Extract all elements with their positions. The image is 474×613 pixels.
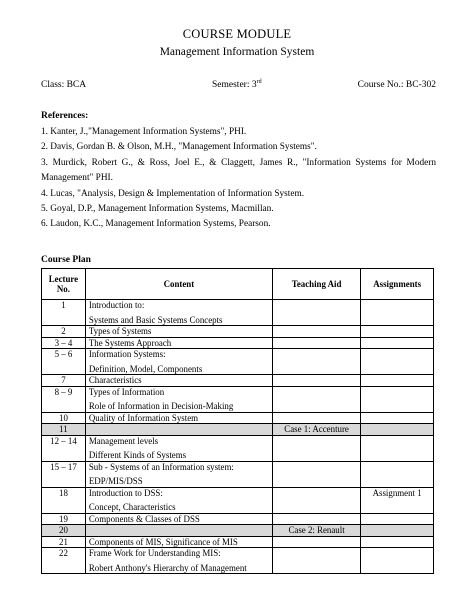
teaching-aid-cell bbox=[272, 461, 360, 487]
teaching-aid-cell bbox=[272, 386, 360, 412]
lecture-number-cell: 20 bbox=[42, 525, 86, 537]
reference-item: 5. Goyal, D.P., Management Information Systems, Macmillan. bbox=[41, 204, 274, 215]
lecture-number-cell: 15 – 17 bbox=[42, 461, 86, 487]
lecture-number-cell: 2 bbox=[42, 326, 86, 338]
lecture-column-header: Lecture No. bbox=[42, 269, 86, 300]
content-line: Different Kinds of Systems bbox=[88, 450, 187, 460]
content-cell bbox=[85, 412, 272, 424]
teaching-aid-cell: Case 2: Renault bbox=[272, 525, 360, 537]
content-line: Types of Information bbox=[88, 386, 165, 397]
assignment-cell bbox=[361, 375, 434, 387]
course-number: Course No.: BC-302 bbox=[357, 80, 436, 90]
assignment-cell bbox=[361, 337, 434, 349]
content-cell bbox=[85, 461, 272, 487]
teaching-aid-cell bbox=[272, 412, 360, 424]
table-row bbox=[42, 513, 434, 525]
table-row bbox=[42, 461, 434, 487]
reference-item: 1. Kanter, J.,"Management Information Systems", PHI. bbox=[41, 127, 247, 137]
table-row bbox=[42, 435, 434, 461]
lecture-number-cell: 5 – 6 bbox=[42, 349, 86, 375]
content-line: Quality of Information System bbox=[88, 412, 199, 423]
semester-superscript: rd bbox=[256, 78, 262, 85]
content-line: Introduction to: bbox=[88, 300, 145, 310]
table-row bbox=[42, 386, 434, 412]
teaching-aid-cell bbox=[272, 300, 360, 326]
content-line: Frame Work for Understanding MIS: bbox=[88, 548, 221, 558]
lecture-number-cell: 19 bbox=[42, 513, 86, 525]
content-line: Components of MIS, Significance of MIS bbox=[88, 536, 238, 547]
teaching-aid-cell bbox=[272, 513, 360, 525]
content-line: EDP/MIS/DSS bbox=[88, 476, 143, 486]
references-heading: References: bbox=[41, 111, 89, 121]
assignment-cell bbox=[361, 513, 434, 525]
assignment-cell bbox=[361, 300, 434, 326]
assignment-cell bbox=[361, 536, 434, 548]
lecture-number-cell: 8 – 9 bbox=[42, 386, 86, 412]
document-title: COURSE MODULE bbox=[182, 27, 292, 41]
content-cell bbox=[85, 300, 272, 326]
table-row bbox=[42, 548, 434, 574]
content-cell bbox=[85, 525, 272, 537]
table-row bbox=[42, 424, 434, 436]
teaching-aid-cell bbox=[272, 536, 360, 548]
table-row bbox=[42, 525, 434, 537]
content-line: Role of Information in Decision-Making bbox=[88, 401, 234, 411]
content-line: Introduction to DSS: bbox=[88, 487, 163, 498]
reference-item: 2. Davis, Gordan B. & Olson, M.H., "Management Information Systems". bbox=[41, 142, 317, 153]
references-list bbox=[41, 125, 436, 233]
reference-item: 6. Laudon, K.C., Management Information Systems, Pearson. bbox=[41, 219, 271, 230]
lecture-number-cell: 1 bbox=[42, 300, 86, 326]
content-line: Robert Anthony's Hierarchy of Management bbox=[88, 562, 247, 573]
content-cell bbox=[85, 337, 272, 349]
teaching-aid-cell: Case 1: Accenture bbox=[272, 424, 360, 436]
content-cell bbox=[85, 513, 272, 525]
lecture-number-cell: 3 – 4 bbox=[42, 337, 86, 349]
content-line: Concept, Characteristics bbox=[88, 502, 176, 512]
table-row bbox=[42, 326, 434, 338]
content-cell bbox=[85, 487, 272, 513]
content-line: Types of Systems bbox=[88, 326, 152, 336]
assignment-cell bbox=[361, 424, 434, 436]
content-line: The Systems Approach bbox=[88, 337, 172, 348]
teaching-aid-cell bbox=[272, 487, 360, 513]
teaching-aid-cell bbox=[272, 548, 360, 574]
content-cell bbox=[85, 326, 272, 338]
table-row bbox=[42, 536, 434, 548]
reference-item: 3. Murdick, Robert G., & Ross, Joel E., & Claggett, James R., "Information Systems for Modern Management" PHI. bbox=[41, 157, 436, 184]
assignment-cell bbox=[361, 461, 434, 487]
lecture-number-cell: 12 – 14 bbox=[42, 435, 86, 461]
reference-item: 4. Lucas, "Analysis, Design & Implementation of Information System. bbox=[41, 188, 305, 199]
content-cell bbox=[85, 424, 272, 436]
content-line: Systems and Basic Systems Concepts bbox=[88, 314, 223, 325]
assignment-cell bbox=[361, 412, 434, 424]
content-cell bbox=[85, 349, 272, 375]
teaching-aid-cell bbox=[272, 349, 360, 375]
content-cell bbox=[85, 536, 272, 548]
teaching-aid-column-header: Teaching Aid bbox=[272, 269, 360, 300]
assignment-cell bbox=[361, 548, 434, 574]
lecture-number-cell: 11 bbox=[42, 424, 86, 436]
content-line: Sub - Systems of an Information system: bbox=[88, 461, 234, 472]
table-row bbox=[42, 349, 434, 375]
teaching-aid-cell bbox=[272, 375, 360, 387]
table-header-row bbox=[42, 269, 434, 300]
table-row bbox=[42, 487, 434, 513]
assignment-cell bbox=[361, 386, 434, 412]
course-plan-table bbox=[41, 268, 434, 574]
document-subtitle: Management Information System bbox=[159, 46, 315, 58]
table-row bbox=[42, 412, 434, 424]
semester-label: Semester: 3rd bbox=[212, 78, 262, 90]
content-cell bbox=[85, 386, 272, 412]
class-label: Class: BCA bbox=[41, 80, 87, 90]
assignments-column-header: Assignments bbox=[361, 269, 434, 300]
content-line: Information Systems: bbox=[88, 349, 166, 359]
content-cell bbox=[85, 375, 272, 387]
assignment-cell bbox=[361, 349, 434, 375]
table-row bbox=[42, 300, 434, 326]
lecture-number-cell: 21 bbox=[42, 536, 86, 548]
teaching-aid-cell bbox=[272, 435, 360, 461]
content-line: Definition, Model, Components bbox=[88, 363, 203, 374]
course-plan-body bbox=[42, 300, 434, 574]
course-plan-heading: Course Plan bbox=[41, 255, 91, 265]
assignment-cell bbox=[361, 525, 434, 537]
content-line: Components & Classes of DSS bbox=[88, 513, 200, 524]
teaching-aid-cell bbox=[272, 326, 360, 338]
content-line: Characteristics bbox=[88, 375, 142, 385]
content-cell bbox=[85, 435, 272, 461]
lecture-number-cell: 22 bbox=[42, 548, 86, 574]
lecture-number-cell: 7 bbox=[42, 375, 86, 387]
assignment-cell: Assignment 1 bbox=[361, 487, 434, 513]
course-meta-line bbox=[41, 80, 436, 94]
content-column-header: Content bbox=[85, 269, 272, 300]
content-line: Management levels bbox=[88, 435, 159, 446]
assignment-cell bbox=[361, 326, 434, 338]
table-row bbox=[42, 375, 434, 387]
teaching-aid-cell bbox=[272, 337, 360, 349]
lecture-number-cell: 10 bbox=[42, 412, 86, 424]
table-row bbox=[42, 337, 434, 349]
content-cell bbox=[85, 548, 272, 574]
assignment-cell bbox=[361, 435, 434, 461]
lecture-number-cell: 18 bbox=[42, 487, 86, 513]
